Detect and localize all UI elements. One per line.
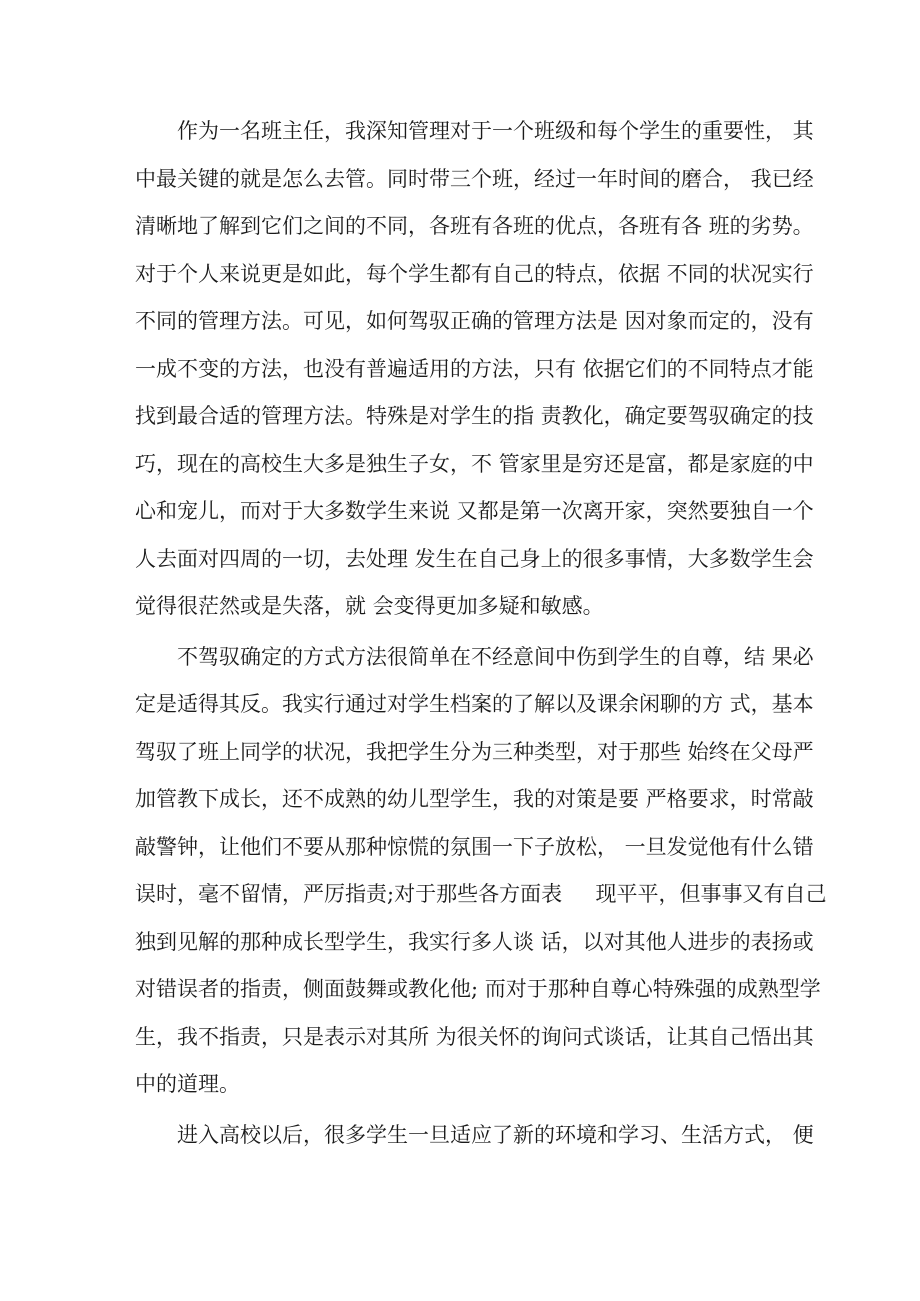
paragraph-1-line-1: 作为一名班主任，我深知管理对于一个班级和每个学生的重要性， 其 <box>177 119 814 143</box>
paragraph-1-line-4: 对于个人来说更是如此，每个学生都有自己的特点，依据 不同的状况实行 <box>135 261 814 286</box>
paragraph-2-line-10: 中的道理。 <box>135 1072 240 1096</box>
paragraph-1-line-3: 清晰地了解到它们之间的不同，各班有各班的优点，各班有各 班的劣势。 <box>135 214 814 238</box>
paragraph-2-line-4: 加管教下成长，还不成熟的幼儿型学生，我的对策是要 严格要求，时常敲 <box>135 787 814 811</box>
paragraph-2-line-2: 定是适得其反。我实行通过对学生档案的了解以及课余闲聊的方 式，基本 <box>135 692 814 716</box>
paragraph-1-line-7: 找到最合适的管理方法。特殊是对学生的指 责教化，确定要驾驭确定的技 <box>135 404 814 428</box>
paragraph-1-line-10: 人去面对四周的一切，去处理 发生在自己身上的很多事情，大多数学生会 <box>135 546 814 571</box>
paragraph-1-line-5: 不同的管理方法。可见，如何驾驭正确的管理方法是 因对象而定的，没有 <box>135 309 814 333</box>
paragraph-2-line-5: 敲警钟，让他们不要从那种惊慌的氛围一下子放松， 一旦发觉他有什么错 <box>135 834 814 859</box>
paragraph-2-line-1: 不驾驭确定的方式方法很简单在不经意间中伤到学生的自尊，结 果必 <box>177 644 814 669</box>
paragraph-1-line-8: 巧，现在的高校生大多是独生子女，不 管家里是穷还是富，都是家庭的中 <box>135 451 814 476</box>
paragraph-1-line-9: 心和宠儿，而对于大多数学生来说 又都是第一次离开家，突然要独自一个 <box>135 499 814 523</box>
paragraph-2-line-6: 误时，毫不留情，严厉指责;对于那些各方面表 现平平，但事事又有自己 <box>135 882 827 906</box>
paragraph-2-line-3: 驾驭了班上同学的状况，我把学生分为三种类型，对于那些 始终在父母严 <box>135 739 814 764</box>
paragraph-2-line-7: 独到见解的那种成长型学生，我实行多人谈 话，以对其他人进步的表扬或 <box>135 929 814 954</box>
paragraph-2-line-8: 对错误者的指责，侧面鼓舞或教化他; 而对于那种自尊心特殊强的成熟型学 <box>135 977 821 1001</box>
paragraph-1-line-6: 一成不变的方法，也没有普遍适用的方法，只有 依据它们的不同特点才能 <box>135 356 814 381</box>
paragraph-1-line-11: 觉得很茫然或是失落，就 会变得更加多疑和敏感。 <box>135 594 604 618</box>
paragraph-3-line-1: 进入高校以后，很多学生一旦适应了新的环境和学习、生活方式， 便 <box>177 1122 814 1147</box>
body-text <box>135 108 827 1159</box>
paragraph-1-line-2: 中最关键的就是怎么去管。同时带三个班，经过一年时间的磨合， 我已经 <box>135 166 814 191</box>
paragraph-2-line-9: 生，我不指责，只是表示对其所 为很关怀的询问式谈话，让其自己悟出其 <box>135 1024 814 1049</box>
